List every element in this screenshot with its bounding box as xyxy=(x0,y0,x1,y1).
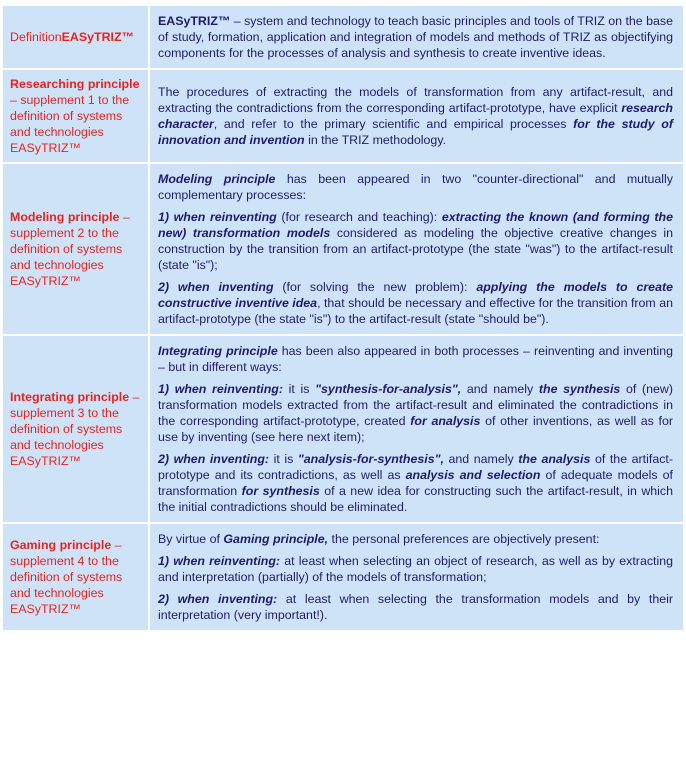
description-paragraph xyxy=(158,13,673,61)
principle-name-cell xyxy=(3,6,148,68)
principle-description-cell xyxy=(150,70,683,162)
table-row xyxy=(3,164,683,334)
description-text: Gaming principle, xyxy=(223,532,329,546)
principle-name-text: Researching principle xyxy=(10,77,140,91)
description-text: the personal preferences are objectively present: xyxy=(328,532,600,546)
table-row xyxy=(3,524,683,630)
principle-name-text: – supplement 4 to the definition of systems and technologies EASyTRIZ™ xyxy=(10,538,123,616)
description-text: (for solving the new problem): xyxy=(273,280,477,294)
principle-name-cell xyxy=(3,336,148,522)
description-text: 2) when inventing xyxy=(158,280,274,294)
description-text: analysis and selection xyxy=(405,468,541,482)
description-text: has been also appeared in both processes – reinventing and inventing – but in different ways: xyxy=(158,344,673,374)
principles-table xyxy=(1,4,685,632)
description-paragraph xyxy=(158,279,673,327)
description-paragraph xyxy=(158,343,673,375)
principle-name-text: Modeling principle xyxy=(10,210,120,224)
description-text: "synthesis-for-analysis", xyxy=(315,382,462,396)
description-text: Modeling principle xyxy=(158,172,276,186)
description-text: , that should be necessary and effective for the transition from an artifact-prototype (the state "is") to the artifact-result (state "should be"). xyxy=(158,296,673,326)
table-row xyxy=(3,70,683,162)
description-paragraph xyxy=(158,451,673,515)
description-paragraph xyxy=(158,553,673,585)
description-paragraph xyxy=(158,381,673,445)
description-text: considered as modeling the objective creative changes in construction by the transition from an artifact-prototype (the state "was") to the artifact-result (state "is"); xyxy=(158,226,674,272)
description-text: the analysis xyxy=(518,452,591,466)
description-text: of the artifact-prototype and its contradictions, as well as xyxy=(158,452,673,482)
principle-name-text: Gaming principle xyxy=(10,538,112,552)
description-paragraph xyxy=(158,209,673,273)
description-text: research character xyxy=(158,101,673,131)
description-text: 1) when reinventing xyxy=(158,210,277,224)
principle-name-cell xyxy=(3,70,148,162)
description-text: 1) when reinventing: xyxy=(158,382,283,396)
description-text: (for research and teaching): xyxy=(276,210,442,224)
principle-name-text: Definition xyxy=(10,30,62,44)
principle-name-text: Integrating principle xyxy=(10,390,130,404)
principle-description-cell xyxy=(150,164,683,334)
description-text: at least when selecting an object of research, as well as by extracting and interpretation (partially) of the models of transformation; xyxy=(158,554,674,584)
description-text: for the study of innovation and invention xyxy=(158,117,673,147)
description-text: of adequate models of transformation xyxy=(158,468,673,498)
description-text: , and refer to the primary scientific and empirical processes xyxy=(213,117,574,131)
principle-description-cell xyxy=(150,524,683,630)
description-text: Integrating principle xyxy=(158,344,278,358)
description-text: 1) when reinventing: xyxy=(158,554,281,568)
description-text: of a new idea for constructing such the artifact-result, in which the initial contradictions should be eliminated. xyxy=(158,484,673,514)
description-text: 2) when inventing: xyxy=(158,592,278,606)
table-row xyxy=(3,336,683,522)
description-text: EASyTRIZ™ xyxy=(158,14,231,28)
description-text: in the TRIZ methodology. xyxy=(304,133,447,147)
principle-name-text: – supplement 3 to the definition of systems and technologies EASyTRIZ™ xyxy=(10,390,140,468)
description-text: it is xyxy=(269,452,298,466)
description-paragraph xyxy=(158,591,673,623)
description-paragraph xyxy=(158,84,673,148)
description-text: of (new) transformation models extracted from the artifact-result and eliminated the contradictions in the corresponding artifact-prototype, created xyxy=(158,382,673,428)
principle-name-text: – supplement 1 to the definition of systems and technologies EASyTRIZ™ xyxy=(10,93,130,155)
description-text: 2) when inventing: xyxy=(158,452,270,466)
description-paragraph xyxy=(158,531,673,547)
description-text: of other inventions, as well as for use by inventing (see here next item); xyxy=(158,414,674,444)
description-text: it is xyxy=(282,382,316,396)
description-text: "analysis-for-synthesis", xyxy=(297,452,444,466)
description-text: the synthesis xyxy=(538,382,621,396)
description-text: – system and technology to teach basic principles and tools of TRIZ on the base of study, formation, application and integration of models and methods of TRIZ as objectifying components for the processes of analysis and synthesis to create inventive ideas. xyxy=(158,14,673,60)
description-text: extracting the known (and forming the new) transformation models xyxy=(158,210,673,240)
description-text: for synthesis xyxy=(241,484,320,498)
principle-name-cell xyxy=(3,164,148,334)
description-text: for analysis xyxy=(410,414,481,428)
description-text: at least when selecting the transformation models and by their interpretation (very important!). xyxy=(158,592,673,622)
table-row xyxy=(3,6,683,68)
description-text: The procedures of extracting the models of transformation from any artifact-result, and extracting the contradictions from the corresponding artifact-prototype, have explicit xyxy=(158,85,673,115)
principle-description-cell xyxy=(150,6,683,68)
principles-table-body xyxy=(3,6,683,630)
description-text: By virtue of xyxy=(158,532,224,546)
description-text: has been appeared in two "counter-directional" and mutually complementary processes: xyxy=(158,172,674,202)
description-text: and namely xyxy=(443,452,519,466)
description-text: applying the models to create constructive inventive idea xyxy=(158,280,673,310)
principle-name-text: EASyTRIZ™ xyxy=(61,30,134,44)
principle-name-text: – supplement 2 to the definition of systems and technologies EASyTRIZ™ xyxy=(10,210,130,288)
description-paragraph xyxy=(158,171,673,203)
principle-name-cell xyxy=(3,524,148,630)
principle-description-cell xyxy=(150,336,683,522)
description-text: and namely xyxy=(461,382,539,396)
